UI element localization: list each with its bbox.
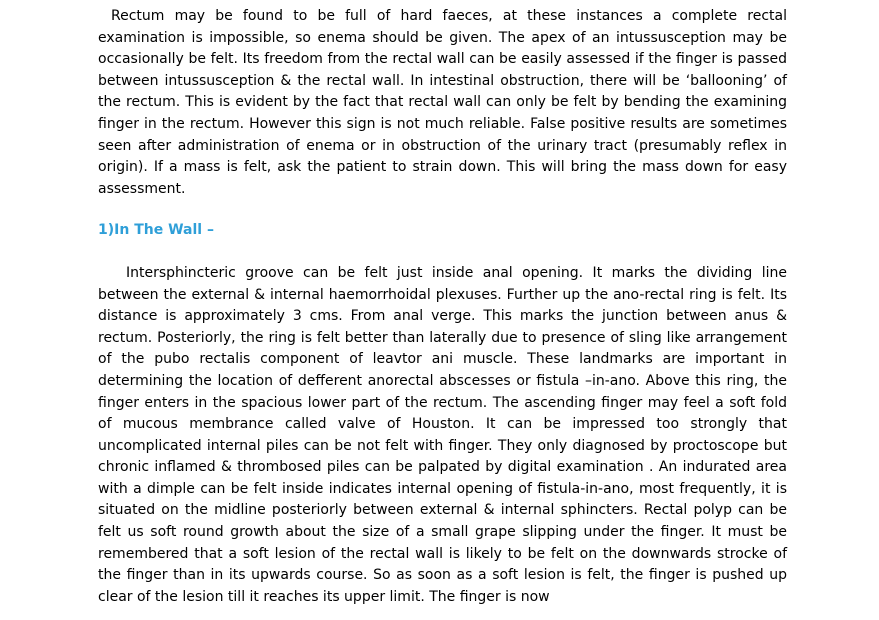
section-heading: 1)In The Wall – — [98, 222, 214, 239]
body-paragraph: Rectum may be found to be full of hard faeces, at these instances a complete rectal examination is impossible, so enema should be given. The apex of an intussusception may be occasionally be felt. Its freedom from the rectal wall can be easily assessed if the finger is passed between intussusception & the rectal wall. In intestinal obstruction, there will be ‘ballooning’ of the rectum. This is evident by the fact that rectal wall can only be felt by bending the examining finger in the rectum. However this sign is not much reliable. False positive results are sometimes seen after administration of enema or in obstruction of the urinary tract (presumably reflex in origin). If a mass is felt, ask the patient to strain down. This will bring the mass down for easy assessment. — [98, 8, 787, 197]
body-paragraph: Intersphincteric groove can be felt just inside anal opening. It marks the dividing line between the external & internal haemorrhoidal plexuses. Further up the ano-rectal ring is felt. Its distance is approximately 3 cms. From anal verge. This marks the junction between anus & rectum. Posteriorly, the ring is felt better than laterally due to presence of sling like arrangement of the pubo rectalis component of leavtor ani muscle. These landmarks are important in determining the location of defferent anorectal abscesses or fistula –in-ano. Above this ring, the finger enters in the spacious lower part of the rectum. The ascending finger may feel a soft fold of mucous membrance called valve of Houston. It can be impressed too strongly that uncomplicated internal piles can be not felt with finger. They only diagnosed by proctoscope but chronic inflamed & thrombosed piles can be palpated by digital examination . An indurated area with a dimple can be felt inside indicates internal opening of fistula-in-ano, most frequently, it is situated on the midline posteriorly between external & internal sphincters. Rectal polyp can be felt us soft round growth about the size of a small grape slipping under the finger. It must be remembered that a soft lesion of the rectal wall is likely to be felt on the downwards strocke of the finger than in its upwards course. So as soon as a soft lesion is felt, the finger is pushed up clear of the lesion till it reaches its upper limit. The finger is now — [98, 264, 787, 605]
document-page — [98, 6, 787, 608]
